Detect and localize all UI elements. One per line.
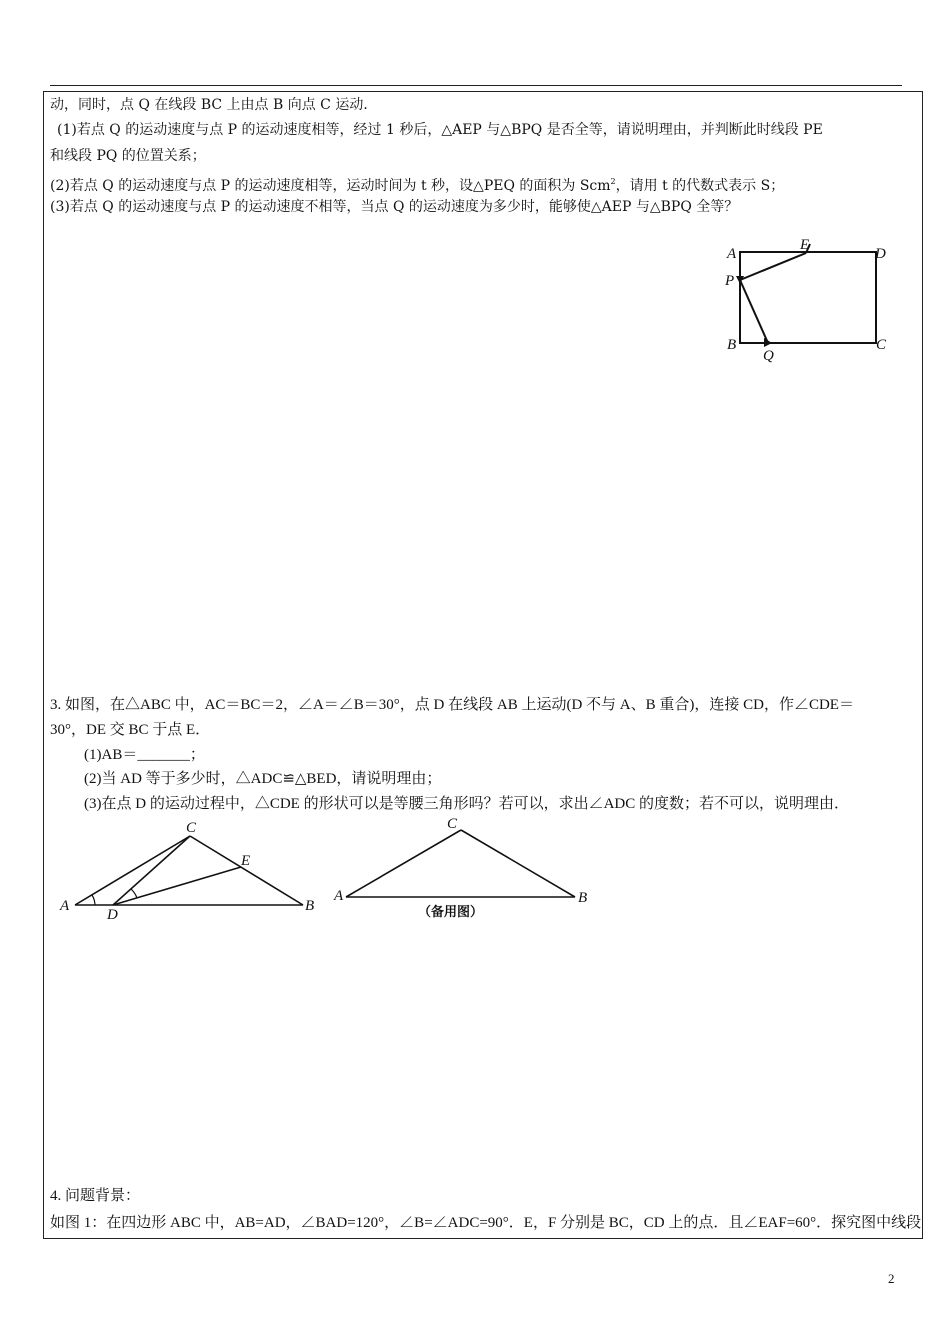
q3-part-1: (1)AB＝_______； xyxy=(84,747,205,763)
header-rule xyxy=(50,85,902,86)
label-b: B xyxy=(578,890,588,906)
label-c: C xyxy=(447,816,458,832)
q2-line-1: 动，同时，点 Q 在线段 BC 上由点 B 向点 C 运动． xyxy=(50,97,378,113)
page-number: 2 xyxy=(888,1271,895,1286)
segment-cb xyxy=(461,830,575,897)
spare-triangle-figure xyxy=(330,810,605,925)
label-b: B xyxy=(727,337,737,353)
q3-line-1: 3. 如图，在△ABC 中，AC＝BC＝2，∠A＝∠B＝30°，点 D 在线段 AB 上运动(D 不与 A、B 重合)，连接 CD，作∠CDE＝ xyxy=(50,697,854,713)
label-p: P xyxy=(725,273,735,289)
arrow-q xyxy=(764,338,772,347)
segment-ac xyxy=(75,836,190,905)
label-c: C xyxy=(186,820,197,836)
label-q: Q xyxy=(763,348,774,364)
q2-part-2: (2)若点 Q 的运动速度与点 P 的运动速度相等，运动时间为 t 秒，设△PEQ 的面积为 Scm$^2$，请用 t 的代数式表示 S； xyxy=(50,177,785,194)
label-a: A xyxy=(727,246,737,262)
rectangle-figure xyxy=(720,232,900,367)
segment-cd xyxy=(113,836,190,905)
q2-part-3: (3)若点 Q 的运动速度与点 P 的运动速度不相等，当点 Q 的运动速度为多少时，能够使△AEP 与△BPQ 全等？ xyxy=(50,199,739,215)
q3-part-2: (2)当 AD 等于多少时，△ADC≌△BED，请说明理由； xyxy=(84,771,442,787)
label-b: B xyxy=(305,898,315,914)
label-c: C xyxy=(876,337,887,353)
q4-line-2: 如图 1：在四边形 ABC 中，AB=AD，∠BAD=120°，∠B=∠ADC=90°．E，F 分别是 BC，CD 上的点．且∠EAF=60°．探究图中线段 xyxy=(50,1215,922,1231)
segment-pe xyxy=(740,253,806,280)
segment-pq xyxy=(740,280,768,343)
q2-part-1: (1)若点 Q 的运动速度与点 P 的运动速度相等，经过 1 秒后，△AEP 与△BPQ 是否全等，请说明理由，并判断此时线段 PE xyxy=(57,122,823,138)
segment-de xyxy=(113,867,241,905)
q2-part-1-cont: 和线段 PQ 的位置关系； xyxy=(50,148,206,164)
q3-line-2: 30°，DE 交 BC 于点 E． xyxy=(50,722,211,738)
label-d: D xyxy=(875,246,886,262)
rectangle-abcd xyxy=(740,252,876,343)
segment-cb xyxy=(190,836,303,905)
angle-arc-d xyxy=(131,889,137,898)
q3-part-3: (3)在点 D 的运动过程中，△CDE 的形状可以是等腰三角形吗？若可以，求出∠ADC 的度数；若不可以，说明理由． xyxy=(84,796,849,812)
angle-arc-a xyxy=(92,895,95,905)
q4-line-1: 4. 问题背景： xyxy=(50,1188,141,1204)
figure-caption: （备用图） xyxy=(418,904,484,919)
label-e: E xyxy=(800,237,810,253)
label-e: E xyxy=(241,853,251,869)
label-d: D xyxy=(107,907,118,923)
label-a: A xyxy=(60,898,70,914)
arrow-p xyxy=(736,276,744,284)
segment-ac xyxy=(346,830,461,897)
label-a: A xyxy=(334,888,344,904)
triangle-figure xyxy=(55,815,325,925)
